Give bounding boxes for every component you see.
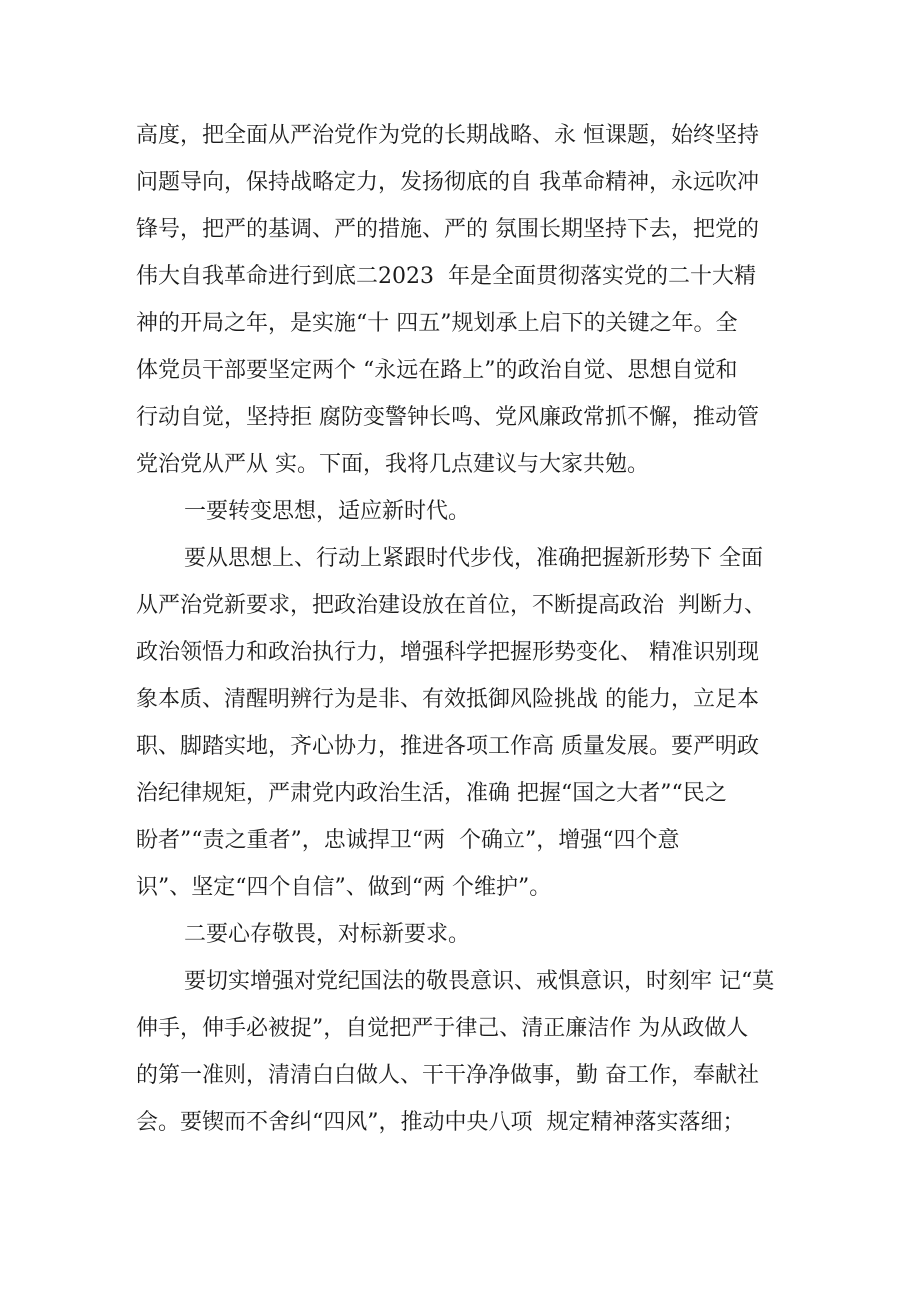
section-heading: 二要心存敬畏，对标新要求。 [184, 922, 471, 947]
body-text [136, 112, 796, 1146]
text-line: 党治党从严从 实。下面，我将几点建议与大家共勉。 [136, 452, 649, 477]
text-line: 行动自觉，坚持拒 腐防变警钟长鸣、党风廉政常抓不懈，推动管 [136, 405, 759, 430]
text-line: 象本质、清醒明辨行为是非、有效抵御风险挑战 的能力，立足本 [136, 687, 759, 712]
text-line: 问题导向，保持战略定力，发扬彻底的自 我革命精神，永远吹冲 [136, 170, 759, 195]
text-line: 要从思想上、行动上紧跟时代步伐，准确把握新形势下 全面 [184, 546, 763, 571]
text-line: 政治领悟力和政治执行力，增强科学把握形势变化、 精准识别现 [136, 640, 759, 665]
text-line: 神的开局之年，是实施“十 四五”规划承上启下的关键之年。全 [136, 311, 738, 336]
text-line: 体党员干部要坚定两个 “永远在路上”的政治自觉、思想自觉和 [136, 358, 738, 383]
text-line: 从严治党新要求，把政治建设放在首位，不断提高政治 判断力、 [136, 593, 766, 618]
text-line: 伟大自我革命进行到底二2023 年是全面贯彻落实党的二十大精 [136, 264, 756, 289]
text-line: 的第一准则，清清白白做人、干干净净做事，勤 奋工作，奉献社 [136, 1063, 759, 1088]
text-line: 治纪律规矩，严肃党内政治生活，准确 把握“国之大者”“民之 [136, 781, 727, 806]
text-line: 伸手，伸手必被捉”，自觉把严于律己、清正廉洁作 为从政做人 [136, 1016, 749, 1041]
text-line: 高度，把全面从严治党作为党的长期战略、永 恒课题，始终坚持 [136, 123, 759, 148]
text-line: 会。要锲而不舍纠“四风”，推动中央八项 规定精神落实落细； [136, 1110, 745, 1135]
text-line: 职、脚踏实地，齐心协力，推进各项工作高 质量发展。要严明政 [136, 734, 759, 759]
text-line: 锋号，把严的基调、严的措施、严的 氛围长期坚持下去，把党的 [136, 217, 759, 242]
text-line: 识”、坚定“四个自信”、做到“两 个维护”。 [136, 875, 552, 900]
text-line: 要切实增强对党纪国法的敬畏意识、戒惧意识，时刻牢 记“莫 [184, 969, 775, 994]
section-heading: 一要转变思想，适应新时代。 [184, 499, 471, 524]
text-line: 盼者”“责之重者”，忠诚捍卫“两 个确立”，增强“四个意 [136, 828, 680, 853]
